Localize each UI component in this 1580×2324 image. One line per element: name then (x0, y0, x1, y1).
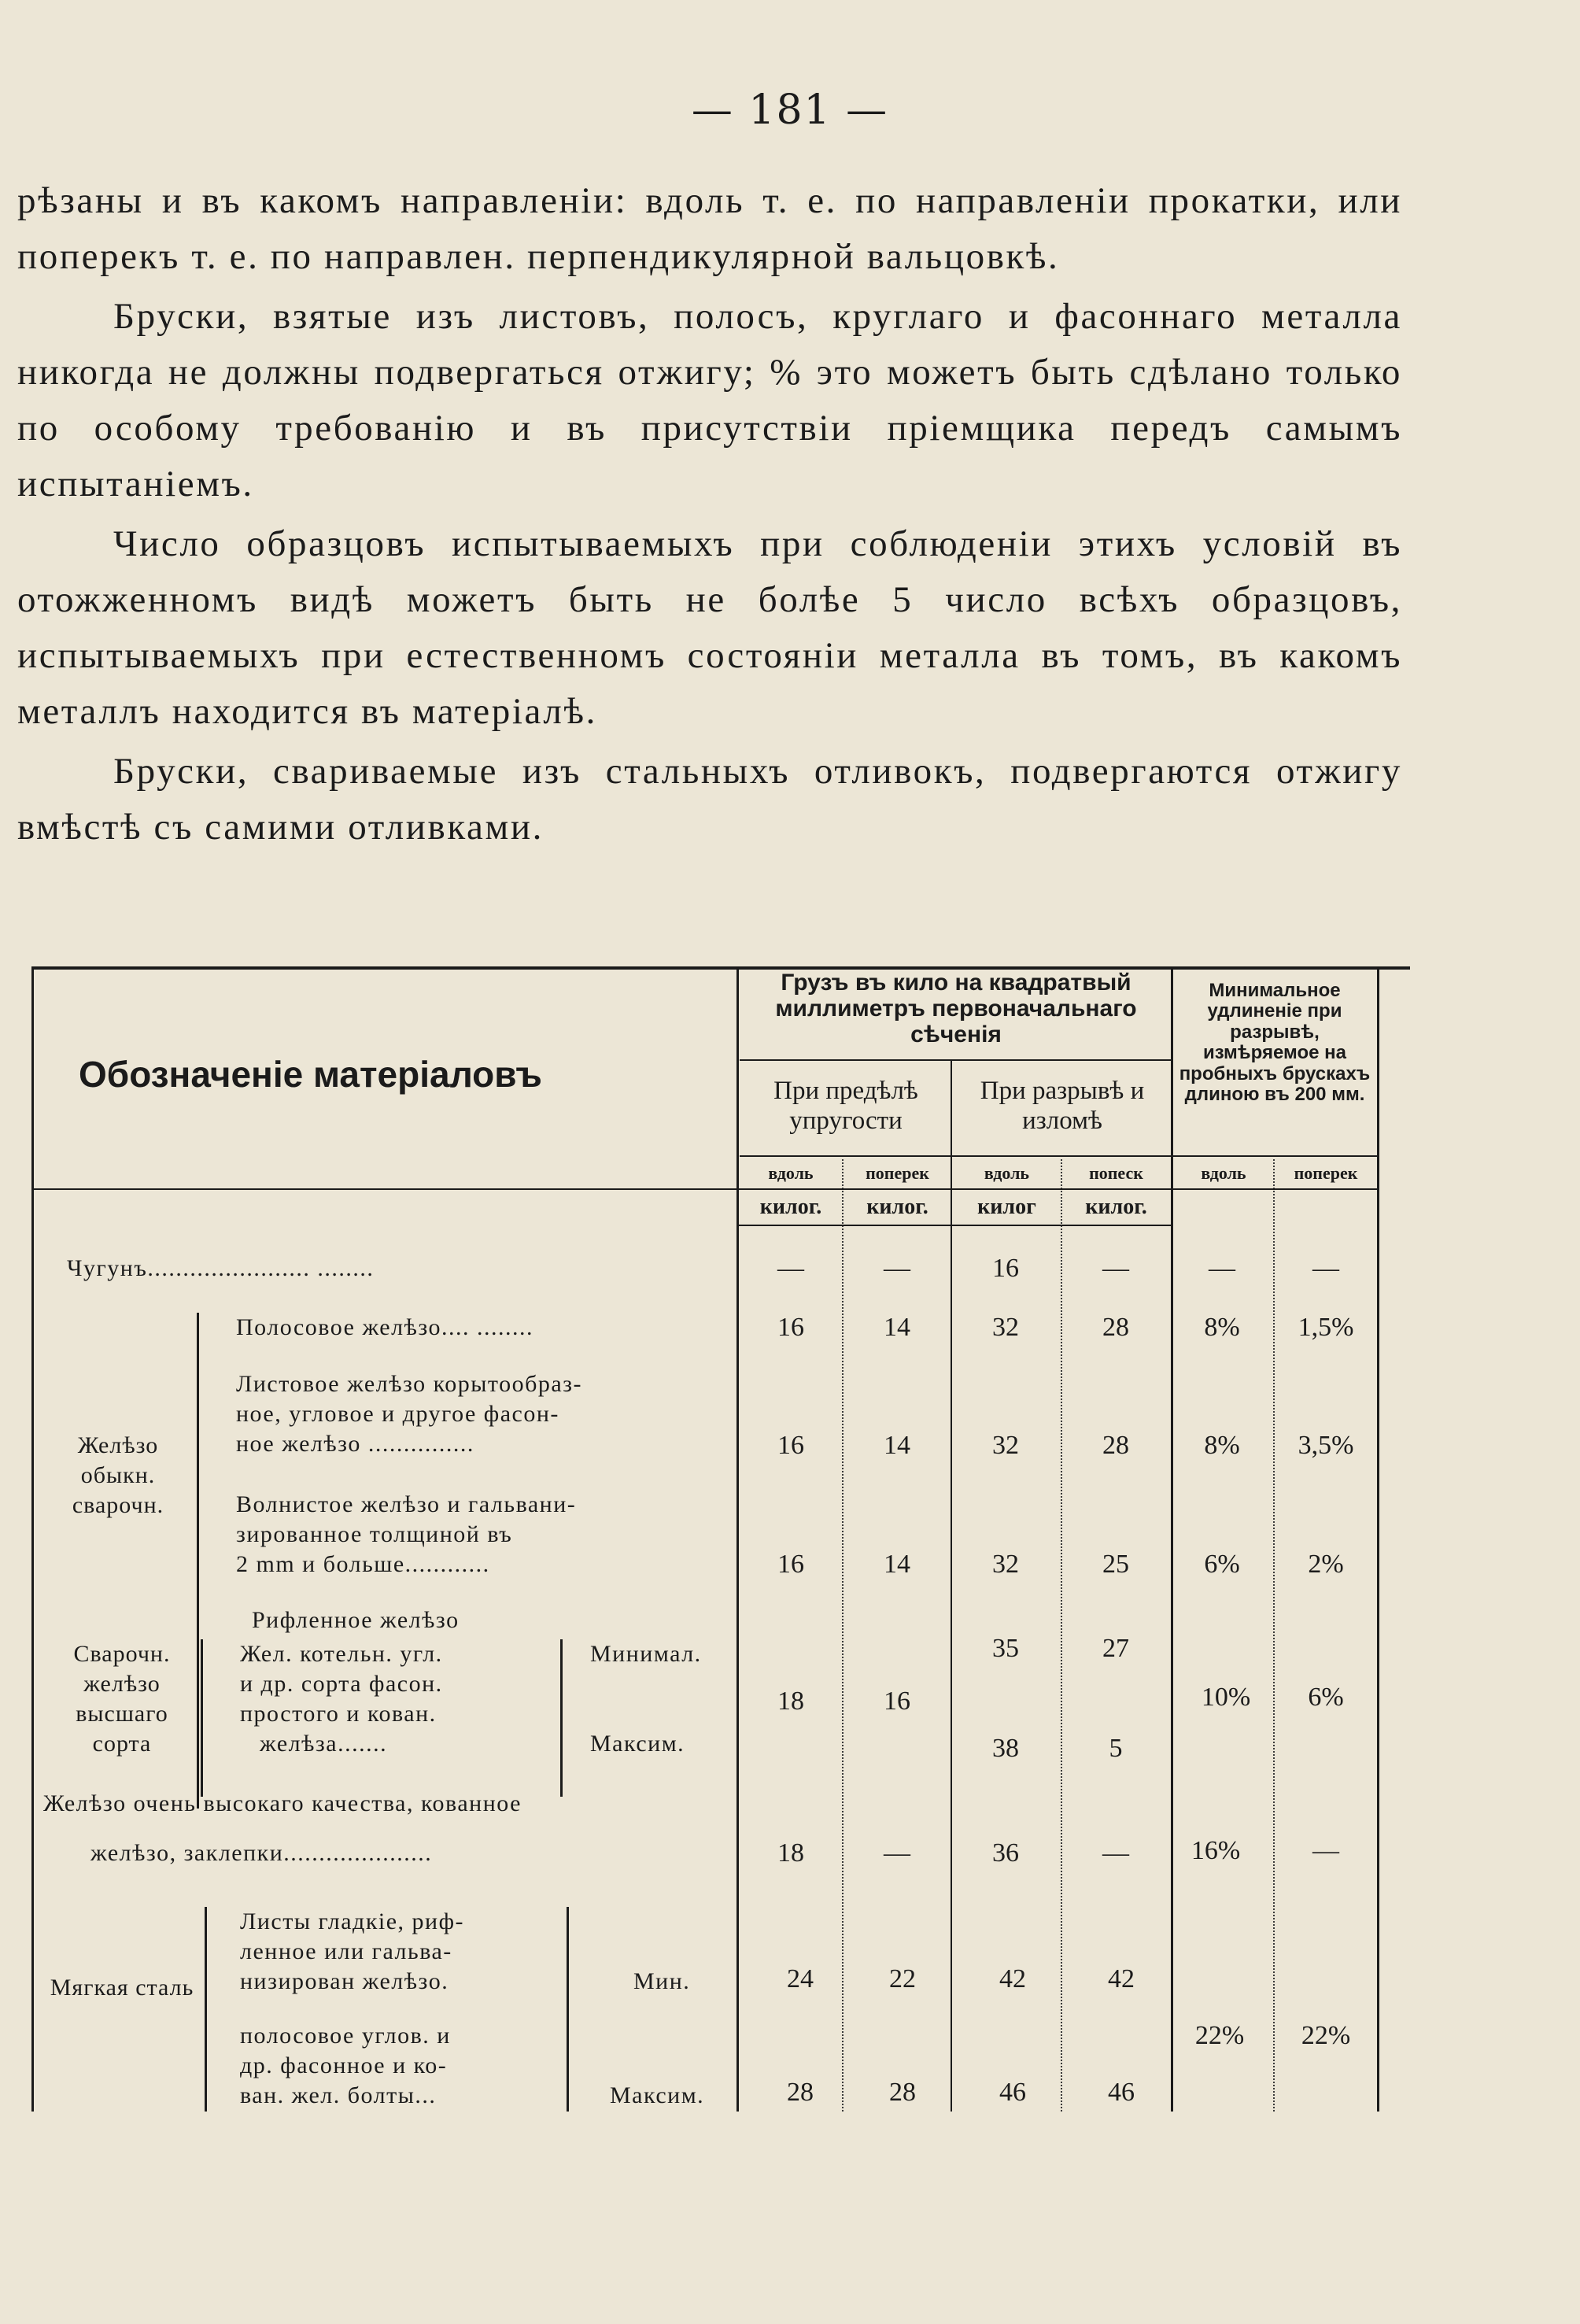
cell: 22% (1194, 2021, 1245, 2050)
row-rivet-iron-label-1: Желѣзо очень высокаго качества, кованное (43, 1790, 522, 1816)
cell: 28 (787, 2078, 814, 2107)
cell: 14 (884, 1431, 910, 1460)
cell: 5 (1109, 1734, 1123, 1763)
header-rule-1 (740, 1059, 1171, 1061)
cell: — (884, 1254, 910, 1283)
cell: — (1312, 1254, 1339, 1283)
row-boiler-label-1: Жел. котельн. угл. (240, 1641, 443, 1667)
group-soft-steel: Мягкая сталь (50, 1975, 194, 2001)
header-along-2: вдоль (984, 1163, 1030, 1183)
header-rule-2 (740, 1155, 1377, 1157)
cell: 6% (1308, 1683, 1344, 1712)
paragraph-1: рѣзаны и въ какомъ направленіи: вдоль т. е. по направленіи прокатки, или поперекъ т. е. по направлен. перпендикулярной вальцовкѣ. (17, 180, 1402, 277)
cell: 8% (1204, 1431, 1240, 1460)
row-sheet-iron-label-2: ное, угловое и другое фасон- (236, 1401, 559, 1427)
body-text (17, 173, 1402, 859)
cell: 10% (1201, 1683, 1251, 1712)
row-soft-steel-b-2: др. фасонное и ко- (240, 2052, 448, 2078)
header-elongation: Минимальное удлиненіе при разрывѣ, измѣряемое на пробныхъ брускахъ длиною въ 200 мм. (1179, 980, 1371, 1105)
row-strip-iron-label: Полосовое желѣзо.... ........ (236, 1314, 534, 1340)
row-corrugated-label-1: Волнистое желѣзо и гальвани- (236, 1491, 577, 1517)
cell: 16% (1191, 1836, 1241, 1865)
cell: — (1312, 1836, 1339, 1865)
cell: 28 (1102, 1431, 1129, 1460)
table-right-border (1377, 966, 1379, 2112)
cell: — (884, 1838, 910, 1868)
header-along-3: вдоль (1201, 1163, 1246, 1183)
cell: 32 (992, 1313, 1019, 1342)
cell: 3,5% (1298, 1431, 1354, 1460)
cell: 16 (992, 1254, 1019, 1283)
label-soft-min: Мин. (633, 1968, 691, 1994)
cell: 16 (777, 1431, 804, 1460)
cell: 16 (884, 1687, 910, 1716)
row-grooved-iron-label: Рифленное желѣзо (252, 1607, 460, 1633)
table-top-rule (31, 966, 1410, 970)
unit-kg-3: килог (977, 1195, 1036, 1219)
cell: 22% (1301, 2021, 1351, 2050)
label-maximum: Максим. (590, 1731, 685, 1757)
cell: — (1102, 1254, 1129, 1283)
cell: — (777, 1254, 804, 1283)
header-load-caption: Грузъ въ кило на квадратвый миллиметръ первоначальнаго сѣченія (775, 970, 1137, 1047)
row-soft-steel-a-2: ленное или гальва- (240, 1938, 452, 1964)
brace-soft-min-max (567, 1907, 569, 2112)
label-minimum: Минимал. (590, 1641, 702, 1667)
brace-high-grade (201, 1639, 203, 1797)
cell: 38 (992, 1734, 1019, 1763)
col-divider-elongation (1171, 966, 1173, 2112)
cell: 24 (787, 1964, 814, 1993)
cell: 46 (1108, 2078, 1135, 2107)
page-number: — 181 — (691, 87, 889, 134)
row-sheet-iron-label-3: ное желѣзо ............... (236, 1431, 474, 1457)
row-soft-steel-b-1: полосовое углов. и (240, 2023, 451, 2049)
paragraph-2: Бруски, взятые изъ листовъ, полосъ, круглаго и фасоннаго металла никогда не должны подвергаться отжигу; % это можетъ быть сдѣлано только по особому требованію и въ присутствіи пріемщика передъ самымъ испытаніемъ. (17, 296, 1402, 504)
cell: 28 (889, 2078, 916, 2107)
cell: 28 (1102, 1313, 1129, 1342)
cell: 2% (1308, 1550, 1344, 1579)
cell: 46 (999, 2078, 1026, 2107)
header-across-1: поперек (866, 1163, 929, 1183)
row-rivet-iron-label-2: желѣзо, заклепки..................... (90, 1840, 433, 1866)
col-divider-values (736, 966, 739, 2112)
cell: 35 (992, 1634, 1019, 1663)
paragraph-4: Бруски, свариваемые изъ стальныхъ отливокъ, подвергаются отжигу вмѣстѣ съ самими отливками. (17, 751, 1402, 848)
row-boiler-label-2: и др. сорта фасон. (240, 1671, 443, 1697)
cell: 8% (1204, 1313, 1240, 1342)
cell: 18 (777, 1838, 804, 1868)
paragraph-3: Число образцовъ испытываемыхъ при соблюденіи этихъ условій въ отожженномъ видѣ можетъ быть не болѣе 5 число всѣхъ образцовъ, испытываемыхъ при естественномъ состояніи металла въ томъ, въ какомъ металлъ находится въ матеріалѣ. (17, 523, 1402, 732)
col-divider-elong-sub (1273, 1159, 1275, 2112)
unit-kg-1: килог. (759, 1195, 822, 1219)
col-divider-rupture-sub (1061, 1159, 1062, 2112)
header-rupture: При разрывѣ и изломѣ (980, 1077, 1145, 1135)
row-soft-steel-b-3: ван. жел. болты... (240, 2082, 437, 2108)
col-divider-rupture (951, 1061, 952, 2112)
row-corrugated-label-2: зированное толщиной въ (236, 1521, 513, 1547)
row-soft-steel-a-1: Листы гладкіе, риф- (240, 1908, 465, 1934)
row-boiler-label-4: желѣза....... (260, 1731, 388, 1757)
cell: 42 (999, 1964, 1026, 1993)
cell: 6% (1204, 1550, 1240, 1579)
cell: 14 (884, 1313, 910, 1342)
group-high-grade-iron: Сварочн. желѣзо высшаго сорта (73, 1641, 171, 1757)
cell: 22 (889, 1964, 916, 1993)
cell: — (1102, 1838, 1129, 1868)
header-rule-3 (31, 1188, 1377, 1190)
header-across-3: поперек (1294, 1163, 1358, 1183)
cell: 14 (884, 1550, 910, 1579)
brace-min-max (560, 1639, 563, 1797)
group-wrought-iron: Желѣзо обыкн. сварочн. (72, 1432, 164, 1518)
row-boiler-label-3: простого и кован. (240, 1701, 437, 1727)
row-soft-steel-a-3: низирован желѣзо. (240, 1968, 449, 1994)
brace-soft-steel (205, 1907, 207, 2112)
header-elastic: При предѣлѣ упругости (773, 1077, 918, 1135)
label-soft-max: Максим. (610, 2082, 705, 2108)
header-across-2: попеск (1089, 1163, 1143, 1183)
row-sheet-iron-label-1: Листовое желѣзо корытообраз- (236, 1371, 582, 1397)
header-designation: Обозначеніе матеріаловъ (79, 1054, 542, 1095)
cell: 36 (992, 1838, 1019, 1868)
cell: — (1209, 1254, 1235, 1283)
cell: 32 (992, 1431, 1019, 1460)
cell: 18 (777, 1687, 804, 1716)
cell: 25 (1102, 1550, 1129, 1579)
row-corrugated-label-3: 2 mm и больше............ (236, 1551, 490, 1577)
unit-kg-2: килог. (866, 1195, 928, 1219)
header-rule-4 (736, 1225, 1171, 1226)
cell: 16 (777, 1550, 804, 1579)
cell: 1,5% (1298, 1313, 1354, 1342)
table-left-border (31, 966, 34, 2112)
materials-table (31, 966, 1410, 2112)
cell: 27 (1102, 1634, 1129, 1663)
row-cast-iron-label: Чугунъ....................... ........ (67, 1255, 375, 1281)
cell: 32 (992, 1550, 1019, 1579)
cell: 42 (1108, 1964, 1135, 1993)
unit-kg-4: килог. (1085, 1195, 1147, 1219)
cell: 16 (777, 1313, 804, 1342)
header-along-1: вдоль (768, 1163, 814, 1183)
